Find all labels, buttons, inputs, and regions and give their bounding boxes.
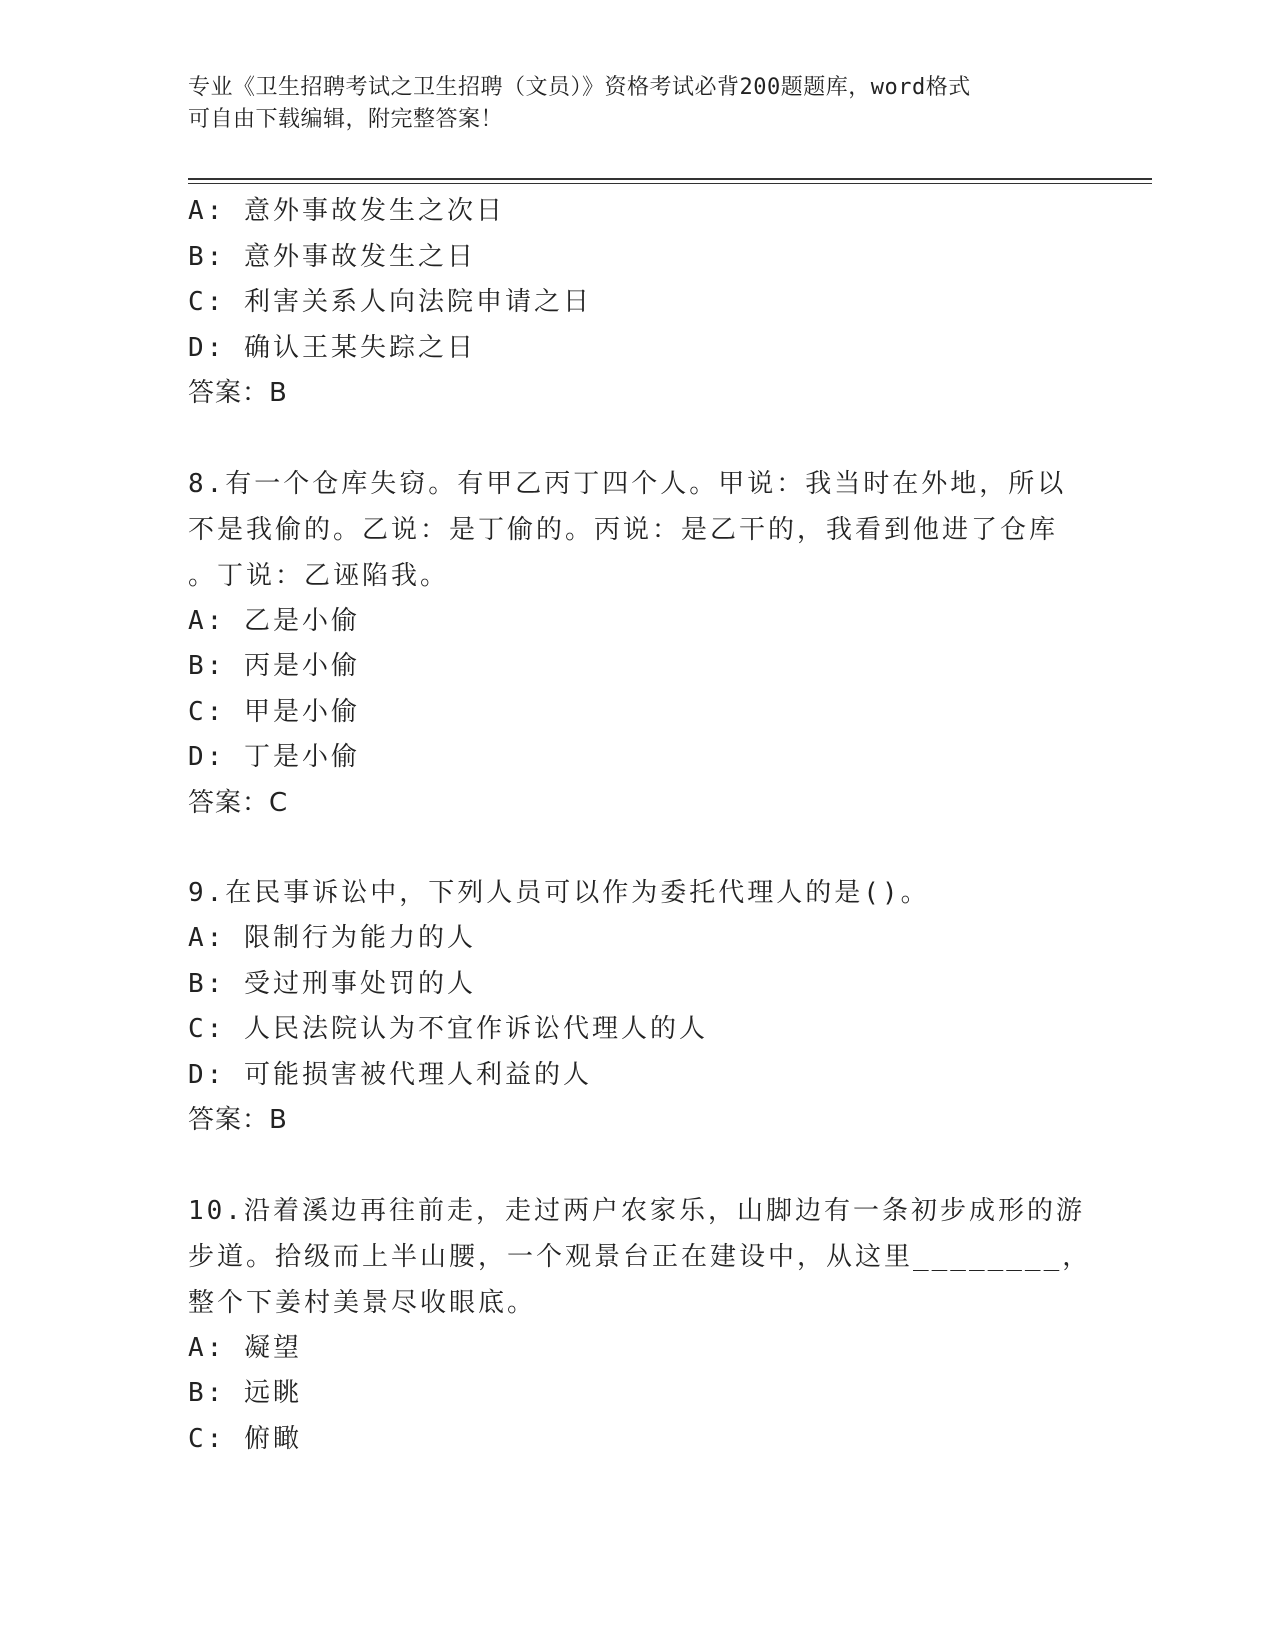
option-a: A: 凝望 <box>188 1332 302 1363</box>
option-c: C: 利害关系人向法院申请之日 <box>188 287 592 317</box>
option-a: A: 限制行为能力的人 <box>188 923 476 953</box>
document-header <box>188 72 1068 136</box>
option-b: B: 丙是小偷 <box>188 651 360 681</box>
header-line-2: 可自由下载编辑，附完整答案！ <box>188 107 504 132</box>
question-stem-line: 9.在民事诉讼中，下列人员可以作为委托代理人的是()。 <box>188 878 930 908</box>
header-divider-thin <box>188 183 1152 184</box>
question-stem-line: 整个下姜村美景尽收眼底。 <box>188 1287 537 1318</box>
option-b: B: 受过刑事处罚的人 <box>188 968 476 999</box>
question-stem-line: 步道。拾级而上半山腰，一个观景台正在建设中，从这里________， <box>188 1241 1092 1272</box>
option-c: C: 俯瞰 <box>188 1423 302 1454</box>
question-stem-line: 8.有一个仓库失窃。有甲乙丙丁四个人。甲说：我当时在外地，所以 <box>188 468 1067 499</box>
option-d: D: 确认王某失踪之日 <box>188 332 476 363</box>
question-7 <box>188 189 1088 417</box>
answer-line: 答案：B <box>188 378 288 408</box>
option-c: C: 人民法院认为不宜作诉讼代理人的人 <box>188 1014 708 1044</box>
header-line-1: 专业《卫生招聘考试之卫生招聘（文员）》资格考试必背200题题库，word格式 <box>188 75 971 100</box>
question-stem-line: 不是我偷的。乙说：是丁偷的。丙说：是乙干的，我看到他进了仓库 <box>188 514 1059 545</box>
option-a: A: 乙是小偷 <box>188 605 360 636</box>
answer-line: 答案：B <box>188 1105 288 1135</box>
option-d: D: 丁是小偷 <box>188 742 360 772</box>
question-8 <box>188 461 1088 827</box>
question-list <box>188 189 1092 1462</box>
header-divider-thick <box>188 178 1152 180</box>
option-b: B: 远眺 <box>188 1378 302 1408</box>
option-b: B: 意外事故发生之日 <box>188 241 476 272</box>
option-c: C: 甲是小偷 <box>188 696 360 727</box>
question-stem-line: 。丁说：乙诬陷我。 <box>188 560 450 591</box>
question-9 <box>188 870 1088 1144</box>
question-stem-line: 10.沿着溪边再往前走，走过两户农家乐，山脚边有一条初步成形的游 <box>188 1195 1085 1226</box>
option-d: D: 可能损害被代理人利益的人 <box>188 1059 592 1090</box>
question-10 <box>188 1188 1092 1463</box>
answer-line: 答案：C <box>188 787 289 818</box>
option-a: A: 意外事故发生之次日 <box>188 196 505 226</box>
